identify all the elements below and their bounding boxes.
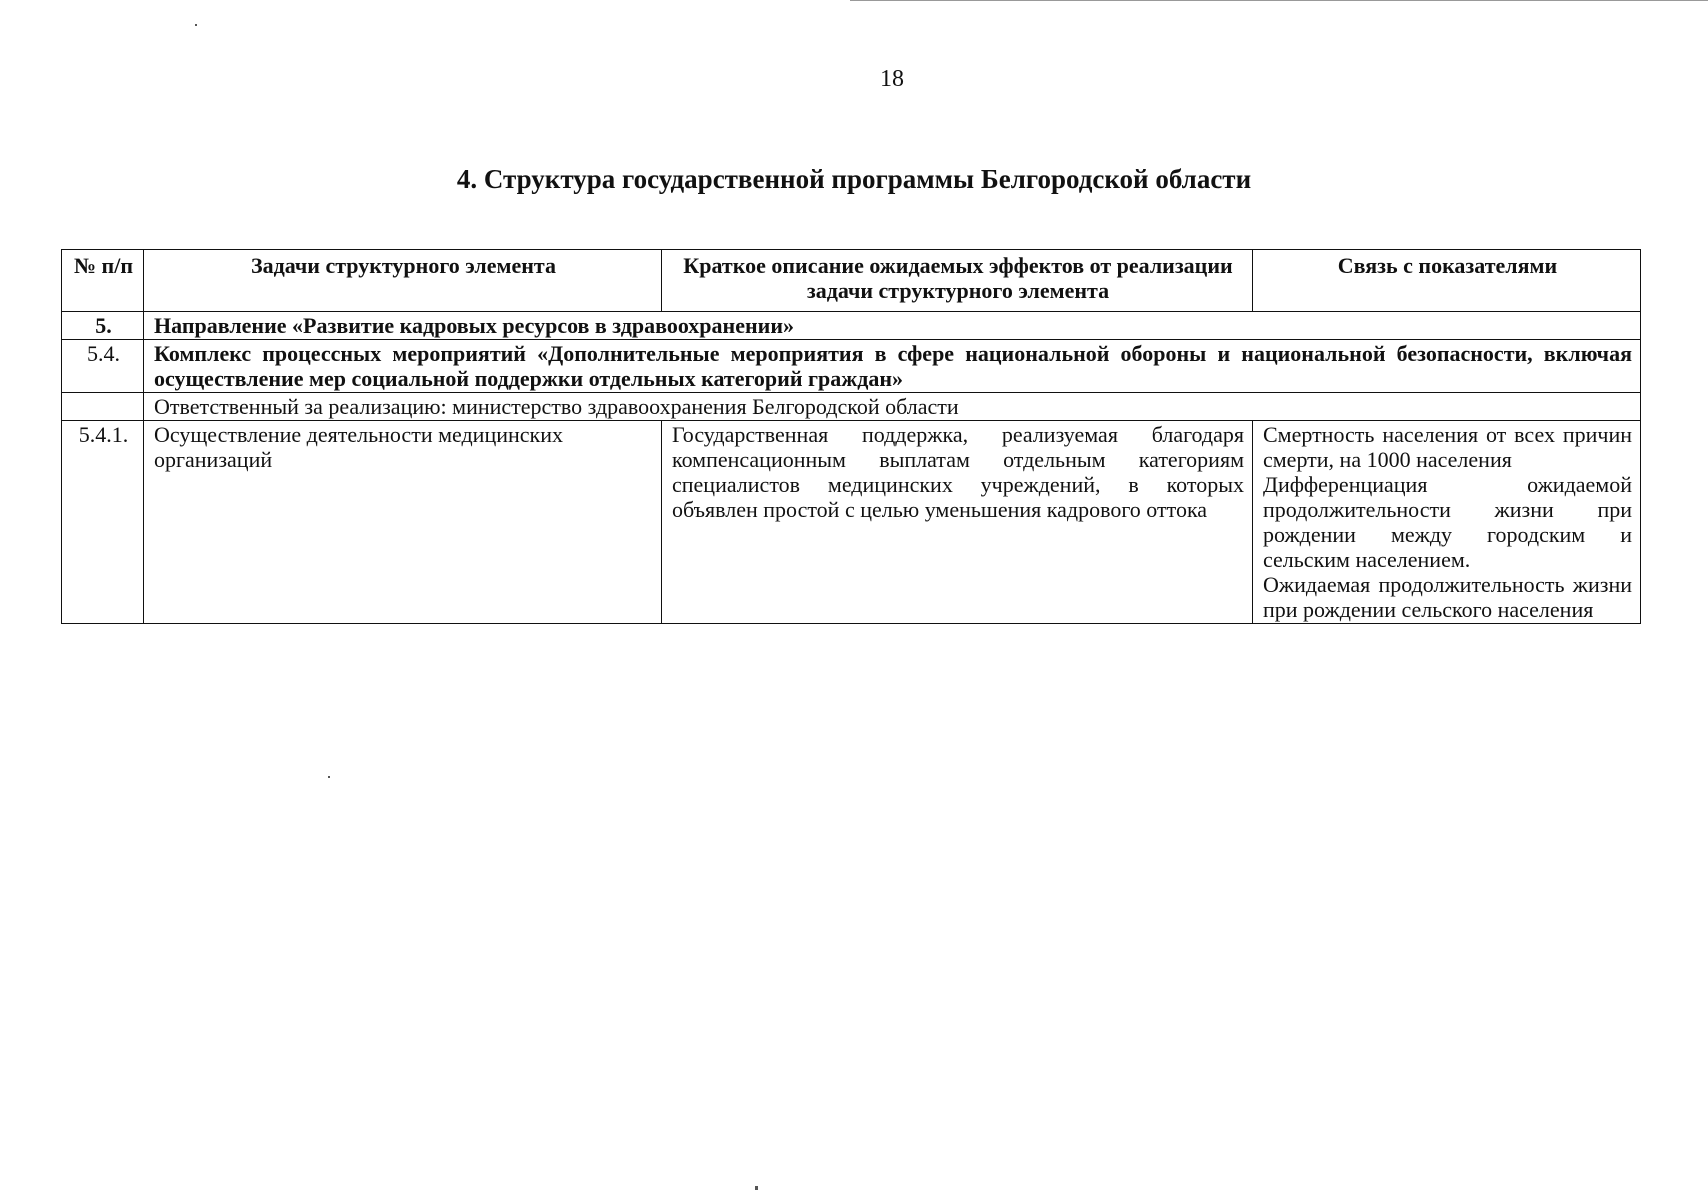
direction-text: Направление «Развитие кадровых ресурсов в здравоохранении» <box>144 312 1641 340</box>
direction-row <box>62 312 1641 340</box>
scan-speck <box>755 1186 758 1190</box>
scan-edge-line <box>850 0 1708 1</box>
header-num: № п/п <box>62 250 144 312</box>
table-header-row <box>62 250 1641 312</box>
scan-speck <box>195 24 197 26</box>
indicator-item: Ожидаемая продолжительность жизни при рождении сельского населения <box>1263 572 1632 622</box>
structure-table <box>61 249 1641 624</box>
task-indicators <box>1253 421 1641 624</box>
complex-num: 5.4. <box>62 340 144 393</box>
complex-text: Комплекс процессных мероприятий «Дополнительные мероприятия в сфере национальной обороны и национальной безопасности, включая осуществление мер социальной поддержки отдельных категорий граждан» <box>144 340 1641 393</box>
task-num: 5.4.1. <box>62 421 144 624</box>
header-link: Связь с показателями <box>1253 250 1641 312</box>
scan-speck <box>328 776 330 778</box>
complex-row <box>62 340 1641 393</box>
responsible-text: Ответственный за реализацию: министерство здравоохранения Белгородской области <box>144 393 1641 421</box>
responsible-row <box>62 393 1641 421</box>
page-number: 18 <box>880 66 904 92</box>
task-row <box>62 421 1641 624</box>
section-title: 4. Структура государственной программы Белгородской области <box>456 164 1252 194</box>
task-text: Осуществление деятельности медицинских организаций <box>144 421 662 624</box>
task-description: Государственная поддержка, реализуемая благодаря компенсационным выплатам отдельным категориям специалистов медицинских учреждений, в которых объявлен простой с целью уменьшения кадрового оттока <box>662 421 1253 624</box>
direction-num: 5. <box>62 312 144 340</box>
indicator-item: Смертность населения от всех причин смерти, на 1000 населения <box>1263 422 1632 472</box>
indicator-item: Дифференциация ожидаемой продолжительности жизни при рождении между городским и сельским населением. <box>1263 472 1632 572</box>
header-task: Задачи структурного элемента <box>144 250 662 312</box>
responsible-num-empty <box>62 393 144 421</box>
header-description: Краткое описание ожидаемых эффектов от реализации задачи структурного элемента <box>662 250 1253 312</box>
